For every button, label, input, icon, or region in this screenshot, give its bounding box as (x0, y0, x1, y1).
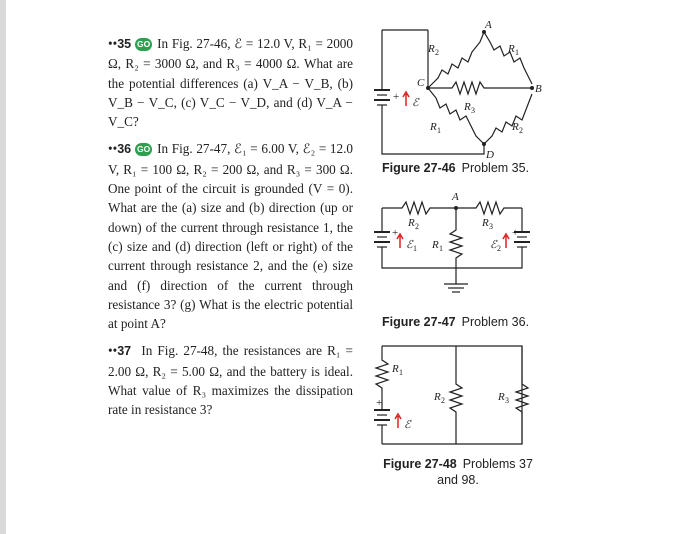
resistor-sub-r1: 1 (439, 244, 443, 253)
circuit-figure-27-46 (372, 18, 542, 160)
resistor-sub-r1-lower: 1 (437, 126, 441, 135)
emf2-sub: 2 (497, 244, 501, 253)
emf-label: ℰ (412, 97, 419, 109)
problem-number: 35 (117, 37, 132, 51)
resistor-label-r2: R (428, 43, 435, 55)
resistor-sub-r3: 3 (471, 106, 475, 115)
resistor-label-r2: R (434, 391, 441, 403)
resistor-sub-r2: 2 (415, 222, 419, 231)
resistor-sub-r2: 2 (435, 48, 439, 57)
node-label-b: B (535, 83, 542, 95)
resistor-label-r1: R (508, 43, 515, 55)
node-label-d: D (486, 149, 494, 160)
resistor-sub-r2: 2 (441, 396, 445, 405)
go-badge: GO (137, 144, 151, 155)
problem-36 (108, 139, 353, 333)
resistor-sub-r3: 3 (505, 396, 509, 405)
emf1-label: ℰ (406, 239, 413, 251)
node-label-c: C (417, 77, 425, 89)
resistor-sub-r3: 3 (489, 222, 493, 231)
resistor-label-r3: R (464, 101, 471, 113)
figure-caption-text: Problem 36. (461, 315, 530, 329)
figure-caption-text: Problem 35. (461, 161, 530, 175)
emf-arrow-icon (395, 414, 401, 428)
emf2-arrow-icon (503, 234, 509, 248)
resistor-label-r2: R (408, 217, 415, 229)
problem-35 (108, 34, 353, 131)
node-label-a: A (485, 19, 492, 31)
figure-caption-27-46 (382, 161, 529, 175)
emf-arrow-icon (403, 92, 409, 106)
resistor-sub-r1: 1 (515, 48, 519, 57)
emf2-label: ℰ (490, 239, 497, 251)
problem-number: 36 (117, 142, 132, 157)
go-badge: GO (137, 39, 151, 49)
emf1-arrow-icon (397, 234, 403, 248)
problem-body: In Fig. 27-48, the resistances are R₁ = 2.00 Ω, R₂ = 5.00 Ω, and the battery is ideal. What value of R₃ maximizes the dissipation rate in resistance 3? (108, 343, 353, 418)
difficulty-dots: •• (108, 36, 118, 51)
resistor-sub-r2-lower: 2 (519, 126, 523, 135)
problem-body: In Fig. 27-47, ℰ₁ = 6.00 V, ℰ₂ = 12.0 V, R₁ = 100 Ω, R₂ = 200 Ω, and R₃ = 300 Ω. One point of the circuit is grounded (V = 0). What are the (a) size and (b) direction (up or down) of the current through resistance 1, the (c) size and (d) direction (left or right) of the current through resistance 2, and the (e) size and (f) direction of the current through resistance 3? (g) What is the electric potential at point A? (108, 141, 353, 332)
emf-label: ℰ (404, 419, 411, 431)
resistor-label-r3: R (498, 391, 505, 403)
resistor-label-r2-lower: R (512, 121, 519, 133)
battery-plus: + (376, 397, 383, 409)
problem-37 (108, 341, 353, 419)
battery2-plus: + (512, 227, 519, 239)
battery-plus: + (393, 91, 400, 103)
circuit-figure-27-47 (372, 188, 532, 308)
figure-caption-text: Problems 37 and 98. (437, 457, 533, 487)
window-edge (0, 0, 6, 534)
resistor-label-r1-lower: R (430, 121, 437, 133)
resistor-sub-r1: 1 (399, 368, 403, 377)
figure-label: Figure 27-48 (383, 457, 457, 471)
figure-label: Figure 27-46 (382, 161, 456, 175)
figure-label: Figure 27-47 (382, 315, 456, 329)
figure-caption-27-47 (382, 315, 529, 329)
problem-number: 37 (117, 344, 132, 359)
difficulty-dots: •• (108, 343, 118, 359)
problem-body: In Fig. 27-46, ℰ = 12.0 V, R₁ = 2000 Ω, R₂ = 3000 Ω, and R₃ = 4000 Ω. What are the potential differences (a) V_A − V_B, (b) V_B − V_C, (c) V_C − V_D, and (d) V_A − V_C? (108, 36, 353, 130)
node-label-a: A (452, 191, 459, 203)
circuit-figure-27-48 (372, 340, 532, 452)
battery1-plus: + (392, 227, 399, 239)
resistor-label-r1: R (392, 363, 399, 375)
resistor-label-r3: R (482, 217, 489, 229)
resistor-label-r1: R (432, 239, 439, 251)
emf1-sub: 1 (413, 244, 417, 253)
problem-text-column (108, 34, 353, 428)
figure-caption-27-48 (378, 456, 538, 488)
difficulty-dots: •• (108, 141, 118, 157)
